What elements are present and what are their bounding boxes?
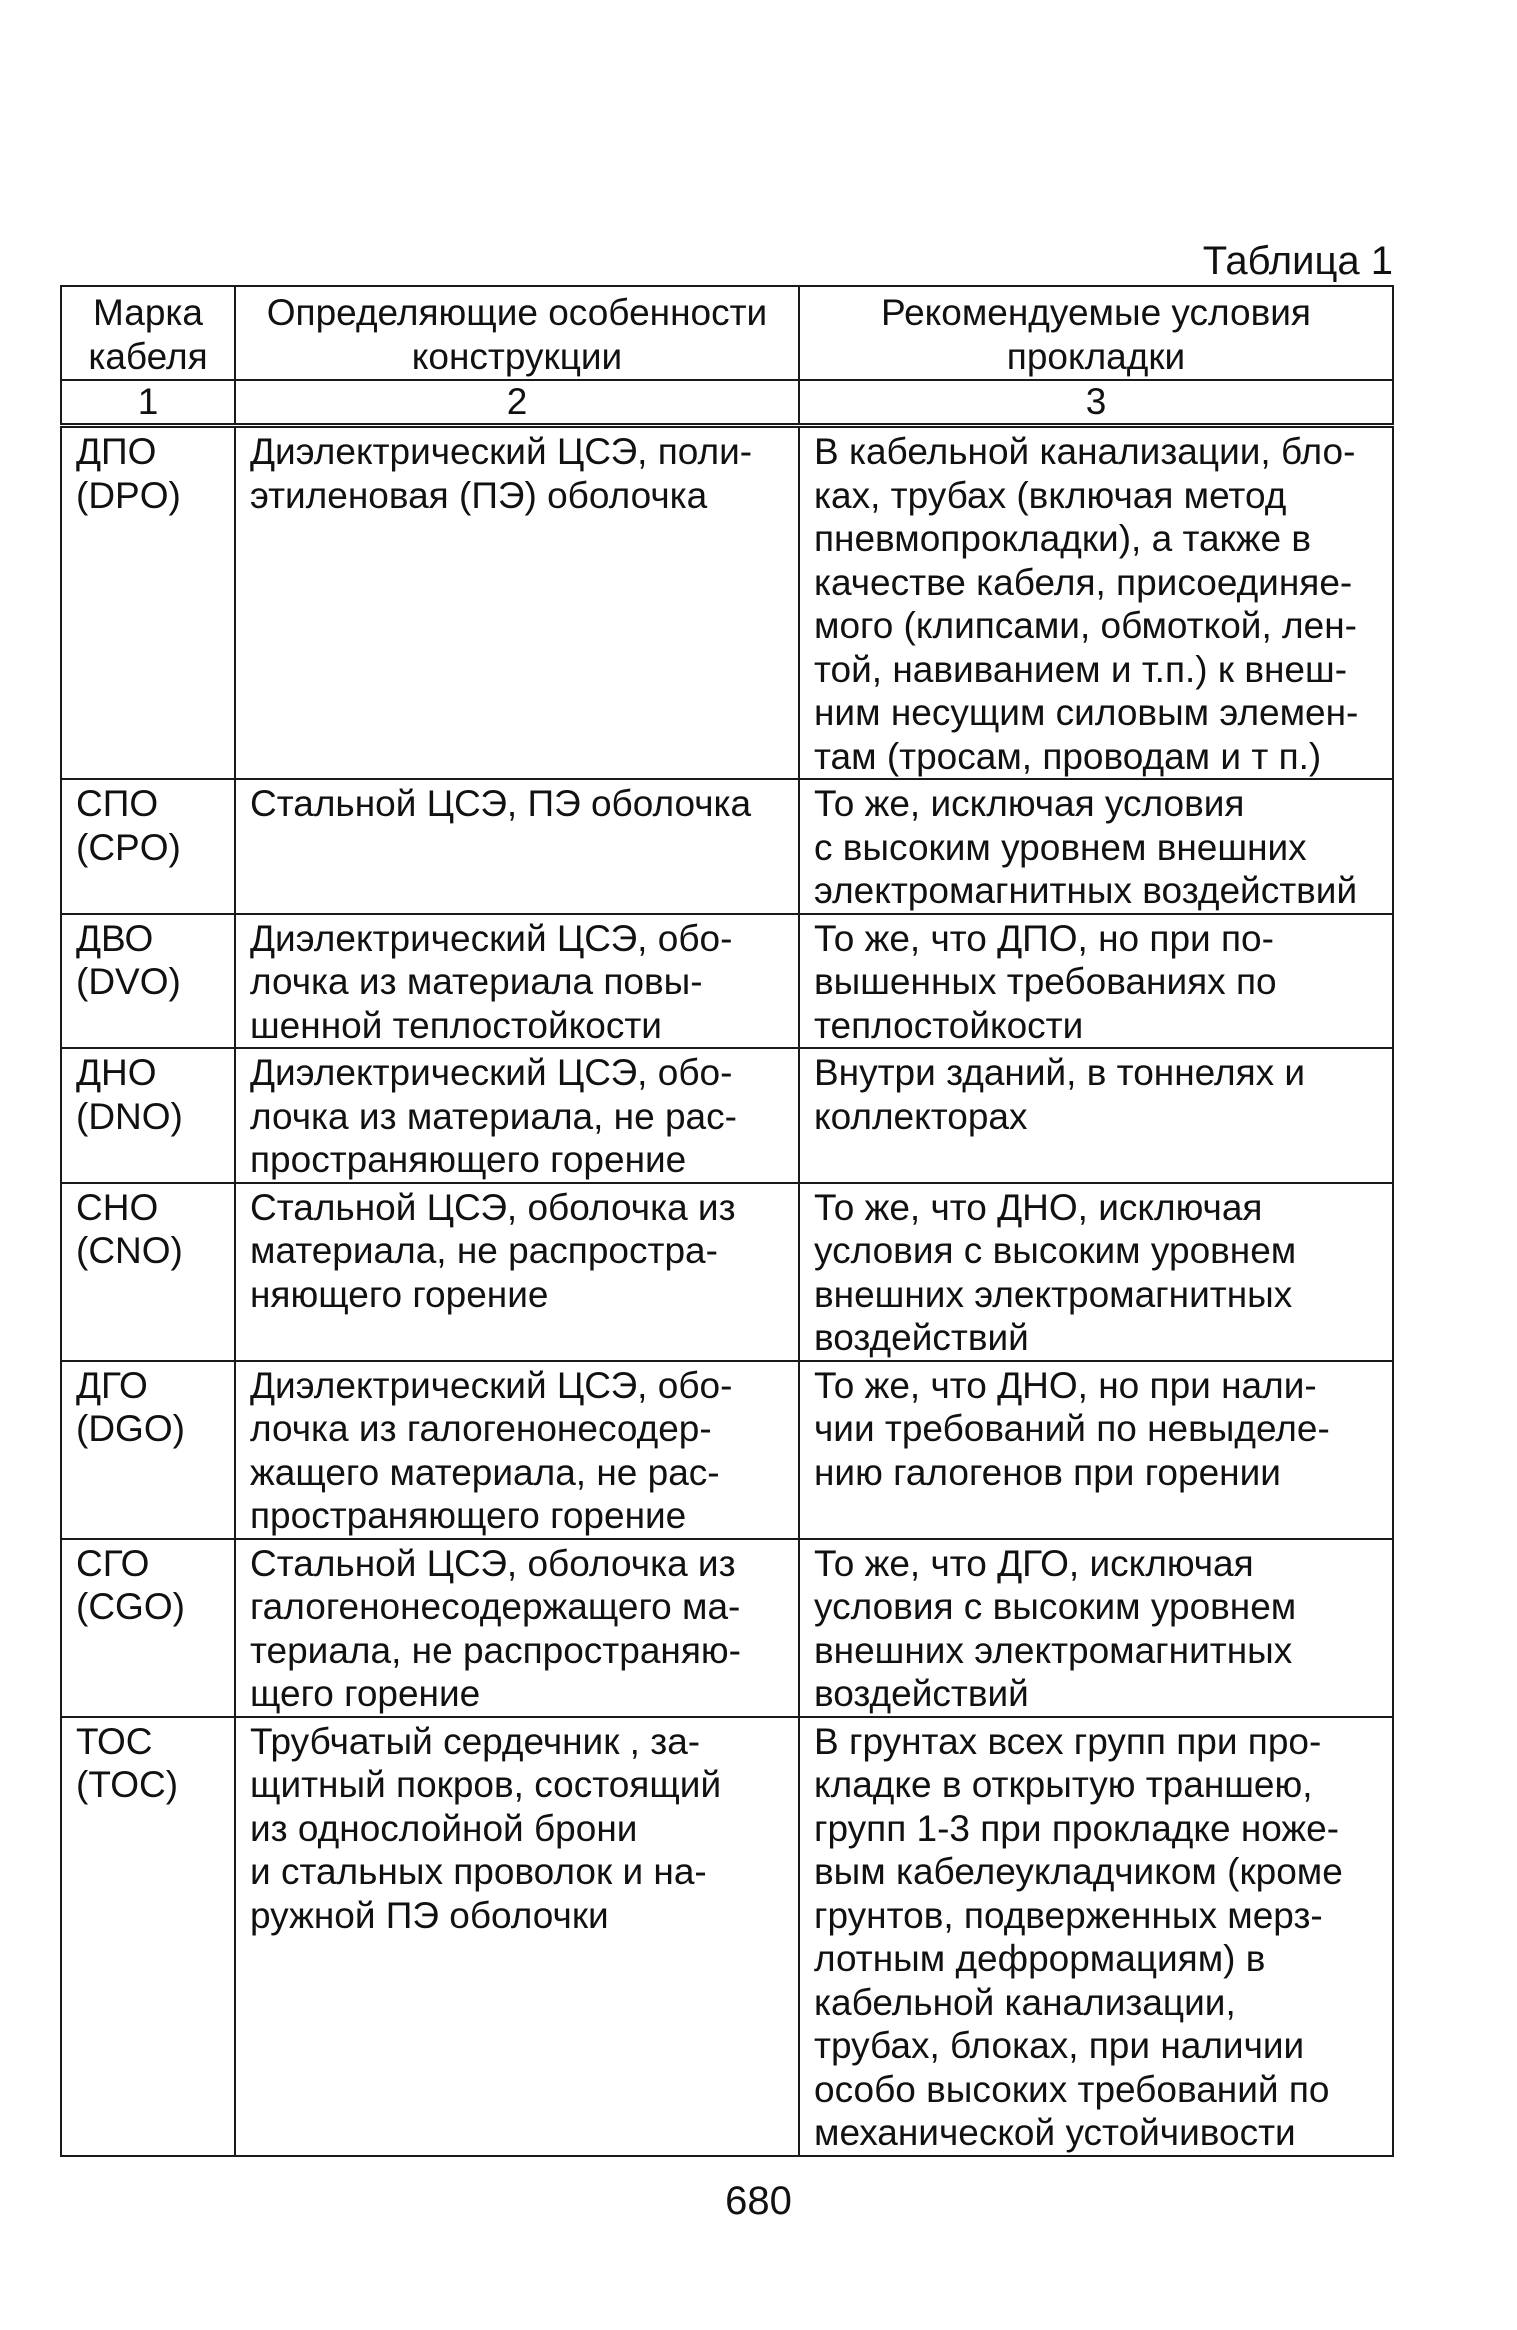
cell-mark: ТОС (TOC)	[61, 1717, 235, 2156]
page-number: 680	[725, 2179, 792, 2223]
cell-features: Стальной ЦСЭ, оболочка из материала, не распростра- няющего горение	[235, 1183, 799, 1361]
table-row	[61, 914, 1393, 1049]
column-number: 3	[799, 380, 1393, 426]
cell-conditions: В кабельной канализации, бло- ках, трубах (включая метод пневмопрокладки), а также в качестве кабеля, присоединяе- мого (клипсами, обмоткой, лен- той, навиванием и т.п.) к внеш- ним несущим силовым элемен- там (тросам, проводам и т п.)	[799, 426, 1393, 780]
cell-mark: ДПО (DPO)	[61, 426, 235, 780]
cell-mark: ДВО (DVO)	[61, 914, 235, 1049]
column-number-row	[61, 380, 1393, 426]
cell-mark: СНО (CNO)	[61, 1183, 235, 1361]
cell-features: Диэлектрический ЦСЭ, обо- лочка из галогенонесодер- жащего материала, не рас- пространяющего горение	[235, 1361, 799, 1539]
cell-conditions: Внутри зданий, в тоннелях и коллекторах	[799, 1048, 1393, 1183]
table-row	[61, 1048, 1393, 1183]
header-cell-mark: Марка кабеля	[61, 286, 235, 380]
table-caption: Таблица 1	[1202, 239, 1393, 283]
header-cell-conditions: Рекомендуемые условия прокладки	[799, 286, 1393, 380]
cell-mark: СПО (CPO)	[61, 779, 235, 914]
cell-features: Стальной ЦСЭ, оболочка из галогенонесодержащего ма- териала, не распространяю- щего горение	[235, 1539, 799, 1717]
column-number: 1	[61, 380, 235, 426]
table-row	[61, 1717, 1393, 2156]
cable-table	[60, 285, 1394, 2157]
table-header	[61, 286, 1393, 426]
cell-conditions: То же, что ДПО, но при по- вышенных требованиях по теплостойкости	[799, 914, 1393, 1049]
cell-features: Трубчатый сердечник , за- щитный покров, состоящий из однослойной брони и стальных проволок и на- ружной ПЭ оболочки	[235, 1717, 799, 2156]
table-row	[61, 779, 1393, 914]
table-body	[61, 426, 1393, 2156]
header-row	[61, 286, 1393, 380]
cell-conditions: То же, что ДГО, исключая условия с высоким уровнем внешних электромагнитных воздействий	[799, 1539, 1393, 1717]
column-number: 2	[235, 380, 799, 426]
table-row	[61, 1539, 1393, 1717]
table-row	[61, 1361, 1393, 1539]
cell-conditions: То же, исключая условия с высоким уровнем внешних электромагнитных воздействий	[799, 779, 1393, 914]
cell-features: Диэлектрический ЦСЭ, поли- этиленовая (ПЭ) оболочка	[235, 426, 799, 780]
cell-conditions: В грунтах всех групп при про- кладке в открытую траншею, групп 1-3 при прокладке ноже- вым кабелеукладчиком (кроме грунтов, подверженных мерз- лотным дефрормациям) в кабельной канализации, трубах, блоках, при наличии особо высоких требований по механической устойчивости	[799, 1717, 1393, 2156]
cell-mark: ДНО (DNO)	[61, 1048, 235, 1183]
cell-mark: ДГО (DGO)	[61, 1361, 235, 1539]
cell-conditions: То же, что ДНО, но при нали- чии требований по невыделе- нию галогенов при горении	[799, 1361, 1393, 1539]
cell-features: Диэлектрический ЦСЭ, обо- лочка из материала, не рас- пространяющего горение	[235, 1048, 799, 1183]
header-cell-features: Определяющие особенности конструкции	[235, 286, 799, 380]
table-row	[61, 1183, 1393, 1361]
table-row	[61, 426, 1393, 780]
cell-conditions: То же, что ДНО, исключая условия с высоким уровнем внешних электромагнитных воздействий	[799, 1183, 1393, 1361]
cell-mark: СГО (CGO)	[61, 1539, 235, 1717]
cell-features: Стальной ЦСЭ, ПЭ оболочка	[235, 779, 799, 914]
cell-features: Диэлектрический ЦСЭ, обо- лочка из материала повы- шенной теплостойкости	[235, 914, 799, 1049]
